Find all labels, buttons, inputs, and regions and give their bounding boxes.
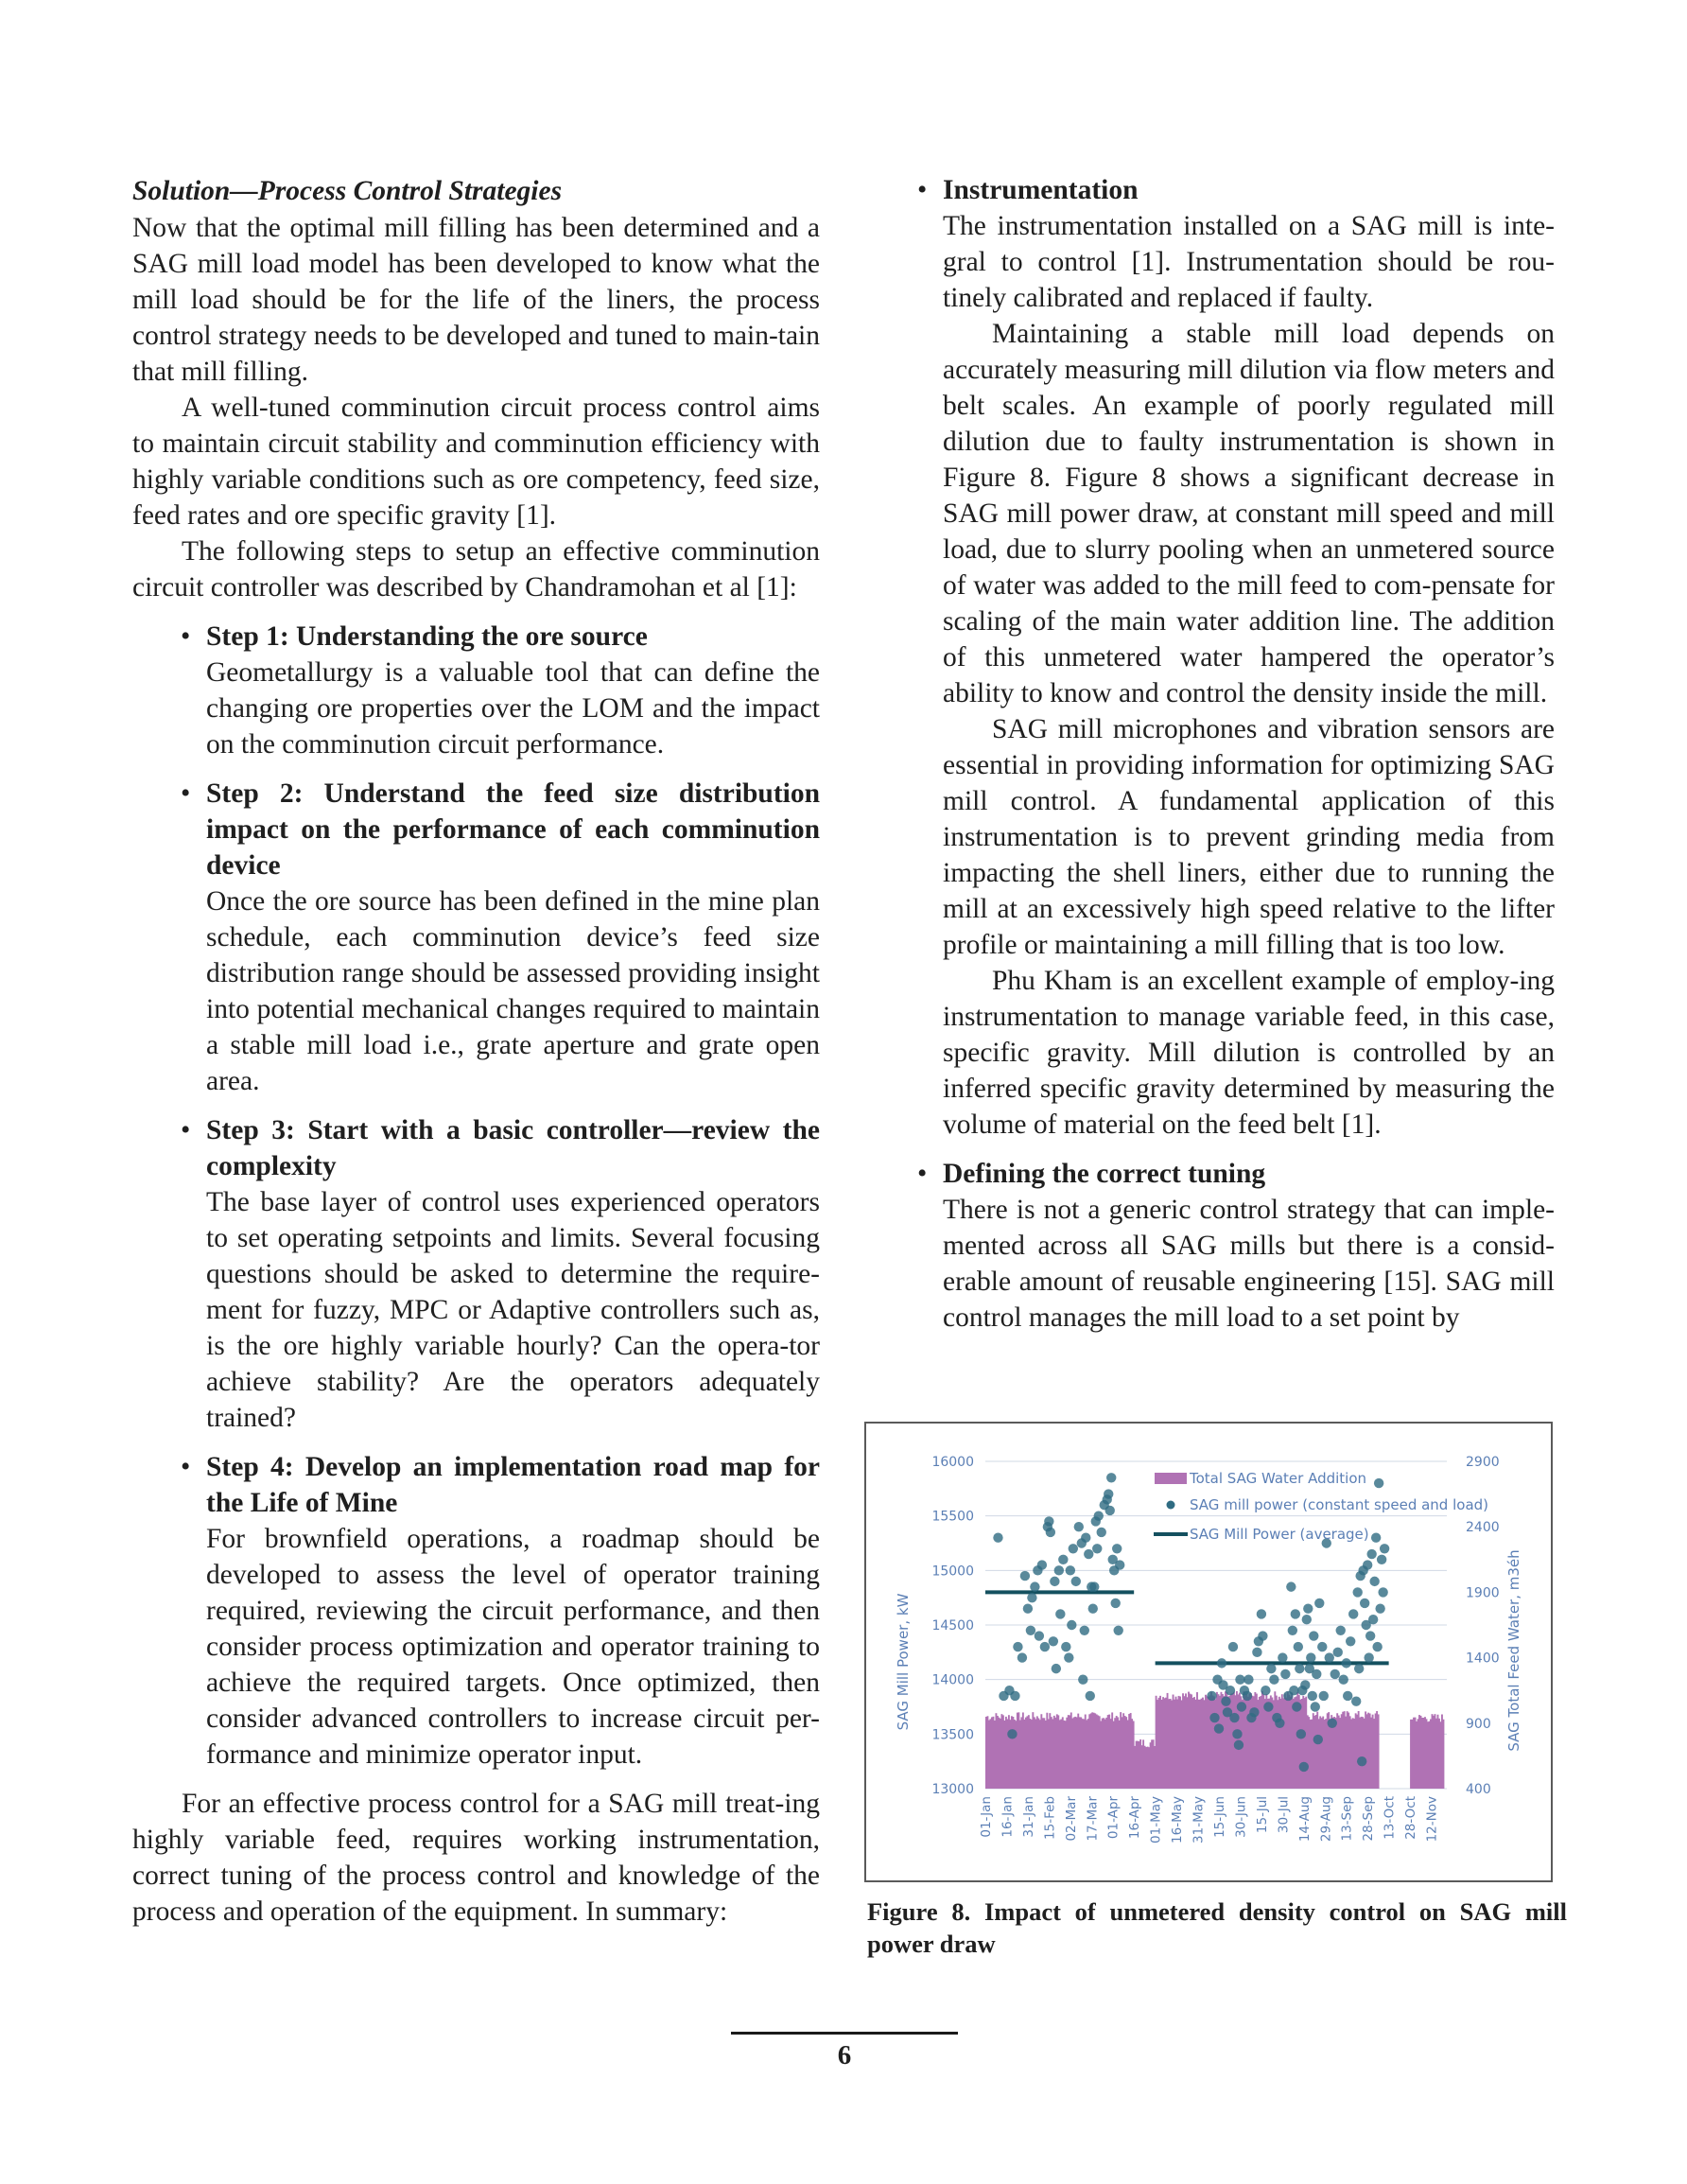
power-point xyxy=(1027,1593,1036,1602)
power-point xyxy=(1354,1664,1364,1673)
power-point xyxy=(1007,1729,1017,1738)
x-tick-label: 15-Feb xyxy=(1042,1796,1058,1840)
power-point xyxy=(1058,1555,1068,1564)
power-point xyxy=(1067,1620,1076,1630)
power-point xyxy=(1228,1642,1238,1651)
x-tick-label: 16-Jan xyxy=(1000,1796,1016,1838)
y-tick-label: 16000 xyxy=(931,1455,974,1470)
power-point xyxy=(1261,1686,1270,1695)
power-point xyxy=(1094,1511,1104,1520)
power-point xyxy=(1020,1571,1030,1581)
power-point xyxy=(1249,1707,1259,1717)
power-point xyxy=(1319,1691,1329,1701)
x-tick-label: 29-Aug xyxy=(1318,1796,1334,1843)
right-column xyxy=(864,172,1555,1336)
right-bullets xyxy=(864,1156,1555,1192)
power-point xyxy=(1269,1674,1278,1684)
power-point xyxy=(1363,1560,1372,1569)
power-point xyxy=(1226,1686,1235,1695)
power-point xyxy=(1308,1691,1317,1701)
y2-tick-label: 2400 xyxy=(1466,1520,1500,1536)
step-item xyxy=(206,1112,820,1436)
power-point xyxy=(1084,1549,1093,1559)
legend-label: SAG Mill Power (average) xyxy=(1190,1526,1369,1543)
power-point xyxy=(1086,1691,1095,1701)
power-point xyxy=(1112,1544,1122,1553)
power-point xyxy=(1346,1636,1355,1646)
power-point xyxy=(1263,1702,1273,1711)
power-point xyxy=(1243,1691,1252,1701)
power-point xyxy=(1066,1565,1075,1575)
power-point xyxy=(1026,1626,1035,1635)
paragraph: Phu Kham is an excellent example of employ-ing instrumentation to manage variable feed, in this case, specific gravity. Mill dilution is controlled by an inferred specific gravity determined by measuring the volume of material on the feed belt [1]. xyxy=(943,966,1555,1140)
x-tick-label: 28-Oct xyxy=(1403,1796,1419,1840)
x-tick-label: 30-Jun xyxy=(1233,1796,1249,1838)
power-point xyxy=(1035,1631,1044,1640)
power-point xyxy=(1115,1560,1124,1569)
power-point xyxy=(1023,1604,1033,1614)
power-point xyxy=(1209,1713,1219,1722)
power-point xyxy=(1309,1631,1318,1640)
y-tick-label: 15500 xyxy=(931,1509,974,1525)
power-point xyxy=(1010,1691,1019,1701)
power-point xyxy=(1237,1702,1246,1711)
power-point xyxy=(1325,1652,1334,1662)
step-title: • Step 1: Understanding the ore source xyxy=(206,621,648,652)
x-tick-label: 28-Sep xyxy=(1361,1796,1377,1842)
power-point xyxy=(1097,1528,1106,1537)
power-point xyxy=(1061,1642,1070,1651)
power-point xyxy=(1081,1533,1090,1543)
x-tick-label: 01-Jan xyxy=(979,1796,994,1838)
water-bar xyxy=(1378,1714,1380,1789)
power-point xyxy=(1114,1626,1123,1635)
power-point xyxy=(1300,1680,1310,1689)
chart-legend xyxy=(1154,1470,1488,1543)
power-point xyxy=(1303,1604,1313,1614)
bullet-tuning xyxy=(943,1156,1555,1192)
power-point xyxy=(1106,1473,1116,1482)
x-tick-label: 30-Jul xyxy=(1276,1796,1292,1834)
figure-chart xyxy=(864,1422,1553,1882)
step-title: • Step 2: Understand the feed size distribution impact on the performance of each comminution device xyxy=(206,778,820,881)
power-point xyxy=(1371,1533,1381,1543)
water-bar xyxy=(1443,1720,1445,1789)
footer-rule xyxy=(731,2032,958,2035)
power-point xyxy=(1046,1528,1055,1537)
paragraph: Now that the optimal mill filling has been determined and a SAG mill load model has been developed to know what the mill load should be for the life of the liners, the process control strategy needs to be developed and tuned to main-tain that mill filling. xyxy=(132,213,820,387)
paragraph: A well-tuned comminution circuit process control aims to maintain circuit stability and comminution efficiency with highly variable conditions such as ore competency, feed size, feed rates and ore specific gravity [1]. xyxy=(132,393,820,531)
power-point xyxy=(1351,1697,1361,1706)
power-point xyxy=(1369,1577,1379,1586)
y2-tick-label: 400 xyxy=(1466,1782,1491,1797)
power-point xyxy=(1280,1669,1290,1679)
paragraph: Maintaining a stable mill load depends on accurately measuring mill dilution via flow meters and belt scales. An example of poorly regulated mill dilution due to faulty instrumentation is shown in Figure 8. Figure 8 shows a significant decrease in SAG mill power draw, at constant mill speed and mill load, due to slurry pooling when an unmetered source of water was added to the mill feed to com-pensate for scaling of the main water addition line. The addition of this unmetered water hampered the operator’s ability to know and control the density inside the mill. xyxy=(943,319,1555,708)
power-point xyxy=(1257,1609,1266,1618)
power-point xyxy=(1328,1719,1337,1728)
step-item xyxy=(206,1449,820,1773)
power-point xyxy=(1299,1762,1309,1772)
power-point xyxy=(1374,1478,1383,1488)
paragraph: The instrumentation installed on a SAG mill is inte-gral to control [1]. Instrumentation should be rou-tinely calibrated and replaced if faulty. xyxy=(943,211,1555,313)
step-body: Once the ore source has been defined in the mine plan schedule, each comminution device’s feed size distribution range should be assessed providing insight into potential mechanical changes required to maintain a stable mill load i.e., grate aperture and grate open area. xyxy=(206,886,820,1096)
power-point xyxy=(1055,1609,1065,1618)
x-tick-label: 14-Aug xyxy=(1296,1796,1313,1843)
x-tick-label: 31-Jan xyxy=(1020,1796,1036,1838)
paragraph: SAG mill microphones and vibration sensors are essential in providing information for optimizing SAG mill control. A fundamental application of this instrumentation is to prevent grinding media from impacting the shell liners, either due to running the mill at an excessively high speed relative to the lifter profile or maintaining a mill filling that is too low. xyxy=(943,714,1555,960)
power-point xyxy=(1078,1674,1087,1684)
right-bullets xyxy=(864,172,1555,208)
power-point xyxy=(1030,1581,1039,1591)
power-point xyxy=(1080,1626,1089,1635)
power-point xyxy=(1343,1691,1352,1701)
power-point xyxy=(1104,1489,1113,1498)
step-body: Geometallurgy is a valuable tool that can define the changing ore properties over the LOM and the impact on the comminution circuit performance. xyxy=(206,657,820,760)
legend-swatch-water xyxy=(1155,1473,1187,1484)
power-point xyxy=(1258,1631,1267,1640)
power-point xyxy=(1013,1642,1022,1651)
x-tick-label: 15-Jul xyxy=(1254,1796,1270,1834)
power-point xyxy=(1064,1652,1073,1662)
power-point xyxy=(1232,1729,1242,1738)
power-point xyxy=(1352,1587,1362,1597)
power-point xyxy=(1333,1648,1343,1657)
x-tick-label: 13-Oct xyxy=(1382,1796,1398,1840)
power-point xyxy=(1040,1642,1050,1651)
power-point xyxy=(1278,1652,1287,1662)
power-point xyxy=(1069,1544,1078,1553)
y-tick-label: 13000 xyxy=(931,1782,974,1797)
y2-tick-label: 1900 xyxy=(1466,1585,1500,1601)
power-point xyxy=(1049,1636,1058,1646)
power-point xyxy=(1366,1549,1376,1559)
power-point xyxy=(1314,1599,1324,1608)
power-point xyxy=(1313,1735,1323,1744)
y2-tick-label: 900 xyxy=(1466,1716,1491,1732)
power-point xyxy=(1217,1658,1226,1668)
y-axis-label: SAG Mill Power, kW xyxy=(895,1593,912,1731)
power-point xyxy=(1295,1664,1304,1673)
power-point xyxy=(1364,1652,1373,1662)
power-point xyxy=(1336,1626,1346,1635)
legend-swatch-points xyxy=(1167,1501,1175,1510)
power-point xyxy=(1235,1674,1244,1684)
bullet-instrumentation xyxy=(943,172,1555,208)
power-point xyxy=(1330,1669,1340,1679)
power-point xyxy=(1294,1642,1303,1651)
y-tick-label: 15000 xyxy=(931,1564,974,1580)
y2-tick-label: 2900 xyxy=(1466,1455,1500,1470)
power-point xyxy=(1037,1560,1047,1569)
page-number: 6 xyxy=(837,2040,852,2070)
x-tick-label: 15-Jun xyxy=(1211,1796,1227,1838)
bullet-title: • Instrumentation xyxy=(943,175,1139,205)
power-point xyxy=(1368,1615,1378,1624)
power-point xyxy=(1275,1719,1284,1728)
power-point xyxy=(1221,1697,1230,1706)
x-tick-label: 01-Apr xyxy=(1105,1796,1122,1840)
power-point xyxy=(1244,1674,1253,1684)
power-point xyxy=(1380,1544,1389,1553)
step-item xyxy=(206,776,820,1099)
power-point xyxy=(1377,1555,1386,1564)
power-point xyxy=(1339,1674,1348,1684)
power-point xyxy=(1234,1740,1244,1750)
power-point xyxy=(1317,1642,1327,1651)
power-point xyxy=(1360,1599,1369,1608)
power-point xyxy=(1312,1669,1321,1679)
step-body: The base layer of control uses experienced operators to set operating setpoints and limits. Several focusing questions should be asked to determine the require-ment for fuzzy, MPC or Adaptive controllers such as, is the ore highly variable hourly? Can the opera-tor achieve stability? Are the operators adequately trained? xyxy=(206,1187,820,1433)
figure-caption: Figure 8. Impact of unmetered density control on SAG mill power draw xyxy=(867,1897,1567,1958)
left-column xyxy=(132,172,820,1930)
power-point xyxy=(1052,1664,1061,1673)
power-point xyxy=(1306,1652,1315,1662)
power-point xyxy=(1017,1652,1027,1662)
power-point xyxy=(1054,1565,1064,1575)
power-point xyxy=(1071,1577,1081,1586)
power-point xyxy=(1342,1658,1351,1668)
step-title: • Step 3: Start with a basic controller—review the complexity xyxy=(206,1115,820,1181)
paragraph: For an effective process control for a SAG mill treat-ing highly variable feed, requires working instrumentation, correct tuning of the process control and knowledge of the process and operation of the equipment. In summary: xyxy=(132,1789,820,1927)
power-point xyxy=(1229,1713,1239,1722)
x-tick-label: 01-May xyxy=(1148,1796,1164,1843)
legend-label: Total SAG Water Addition xyxy=(1190,1470,1367,1487)
y-tick-label: 13500 xyxy=(931,1727,974,1743)
power-point xyxy=(1214,1723,1224,1733)
step-item xyxy=(206,619,820,762)
power-point xyxy=(1266,1664,1276,1673)
power-point xyxy=(1289,1686,1298,1695)
power-point xyxy=(1372,1642,1382,1651)
power-point xyxy=(1302,1615,1312,1624)
bullet-title: • Defining the correct tuning xyxy=(943,1159,1266,1189)
chart-svg xyxy=(866,1424,1551,1880)
section-heading: Solution—Process Control Strategies xyxy=(132,176,563,206)
power-point xyxy=(1375,1604,1384,1614)
power-point xyxy=(1088,1604,1098,1614)
power-point xyxy=(1296,1729,1306,1738)
power-point xyxy=(1286,1581,1296,1591)
paragraph: The following steps to setup an effective comminution circuit controller was described by Chandramohan et al [1]: xyxy=(132,536,820,603)
steps-list xyxy=(206,619,820,1773)
power-point xyxy=(1089,1581,1099,1591)
x-tick-label: 17-Mar xyxy=(1085,1796,1101,1842)
x-tick-label: 13-Sep xyxy=(1339,1796,1355,1842)
power-point xyxy=(1365,1631,1375,1640)
step-body: For brownfield operations, a roadmap should be developed to assess the level of operator training required, reviewing the circuit performance, and then consider process optimization and operator training to achieve the required targets. Once optimized, then consider advanced controllers to increase circuit per-formance and minimize operator input. xyxy=(206,1524,820,1770)
power-point xyxy=(1252,1648,1261,1657)
power-point xyxy=(1378,1587,1387,1597)
power-point xyxy=(993,1533,1002,1543)
power-point xyxy=(1357,1756,1366,1766)
y-tick-label: 14500 xyxy=(931,1618,974,1634)
power-point xyxy=(1311,1702,1320,1711)
power-point xyxy=(1074,1522,1084,1531)
y2-tick-label: 1400 xyxy=(1466,1651,1500,1667)
power-point xyxy=(1044,1516,1053,1526)
y2-axis-label: SAG Total Feed Water, m3éh xyxy=(1505,1549,1522,1752)
power-point xyxy=(1288,1626,1297,1635)
y-tick-label: 14000 xyxy=(931,1672,974,1688)
x-tick-label: 31-May xyxy=(1191,1796,1207,1843)
x-tick-label: 16-May xyxy=(1170,1796,1186,1843)
x-tick-label: 02-Mar xyxy=(1063,1796,1079,1842)
power-point xyxy=(1105,1506,1115,1515)
power-point xyxy=(1291,1609,1300,1618)
legend-label: SAG mill power (constant speed and load) xyxy=(1190,1496,1489,1513)
power-point xyxy=(1111,1599,1121,1608)
power-point xyxy=(1348,1609,1358,1618)
power-point xyxy=(1292,1702,1301,1711)
x-tick-label: 12-Nov xyxy=(1424,1796,1440,1843)
paragraph: There is not a generic control strategy that can imple-mented across all SAG mills but there is a consid-erable amount of reusable engineering [15]. SAG mill control manages the mill load to a set point by xyxy=(943,1195,1555,1333)
power-point xyxy=(1092,1544,1102,1553)
power-point xyxy=(1207,1691,1216,1701)
x-tick-label: 16-Apr xyxy=(1127,1796,1143,1840)
step-title: • Step 4: Develop an implementation road map for the Life of Mine xyxy=(206,1452,820,1518)
power-point xyxy=(1050,1577,1059,1586)
